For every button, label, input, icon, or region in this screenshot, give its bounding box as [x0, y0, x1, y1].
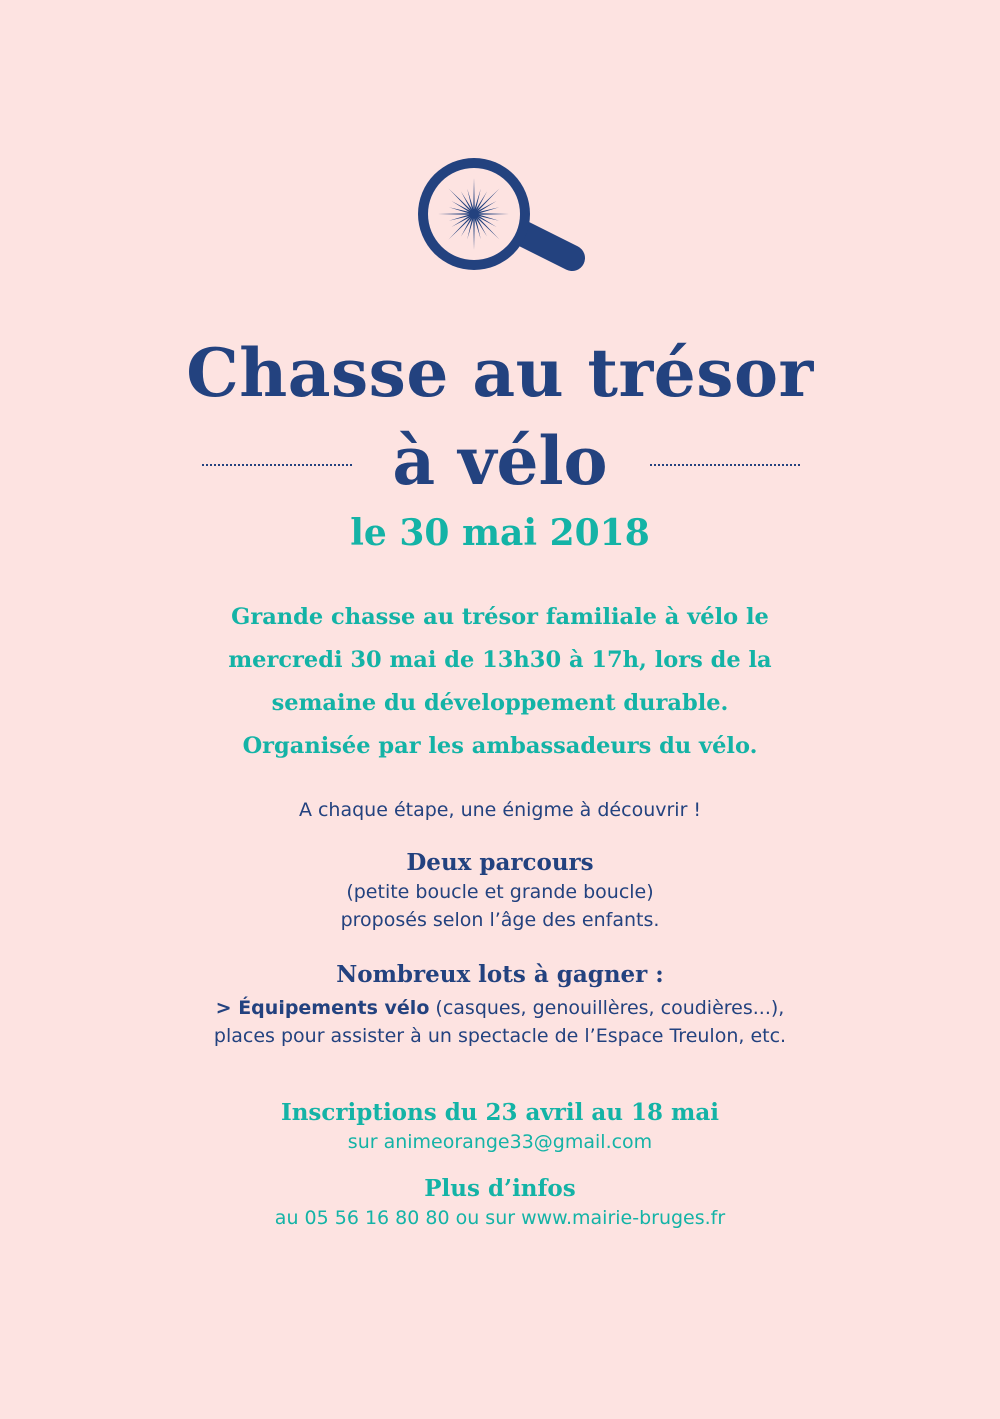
title-line-1: Chasse au trésor — [186, 334, 814, 412]
prizes-section — [0, 960, 1000, 1050]
info-contact: au 05 56 16 80 80 ou sur www.mairie-bruges.fr — [274, 1207, 726, 1229]
courses-line: (petite boucle et grande boucle) — [346, 881, 654, 903]
intro-line: Organisée par les ambassadeurs du vélo. — [242, 733, 758, 759]
registration-email: sur animeorange33@gmail.com — [347, 1131, 653, 1153]
intro-line: mercredi 30 mai de 13h30 à 17h, lors de la — [228, 647, 772, 673]
courses-heading: Deux parcours — [406, 849, 594, 876]
prizes-line — [0, 994, 1000, 1022]
registration-heading: Inscriptions du 23 avril au 18 mai — [280, 1099, 720, 1126]
prizes-bold-label: > Équipements vélo — [215, 997, 430, 1019]
prizes-heading: Nombreux lots à gagner : — [336, 961, 664, 988]
registration-section — [0, 1098, 1000, 1156]
info-heading: Plus d’infos — [424, 1175, 576, 1202]
riddle-text: A chaque étape, une énigme à découvrir ! — [298, 799, 702, 821]
prizes-line-rest: (casques, genouillères, coudières...), — [429, 997, 785, 1019]
courses-line: proposés selon l’âge des enfants. — [340, 909, 660, 931]
intro-line: Grande chasse au trésor familiale à vélo le — [231, 604, 769, 630]
title-line-2: à vélo — [392, 422, 608, 500]
intro-line: semaine du développement durable. — [271, 690, 729, 716]
intro-paragraph — [0, 596, 1000, 768]
event-date: le 30 mai 2018 — [350, 512, 650, 554]
prizes-line: places pour assister à un spectacle de l’Espace Treulon, etc. — [213, 1025, 787, 1047]
info-section — [0, 1174, 1000, 1232]
magnifier-compass-rose-icon — [408, 148, 592, 278]
courses-section — [0, 848, 1000, 934]
dotted-divider-right — [650, 464, 800, 466]
